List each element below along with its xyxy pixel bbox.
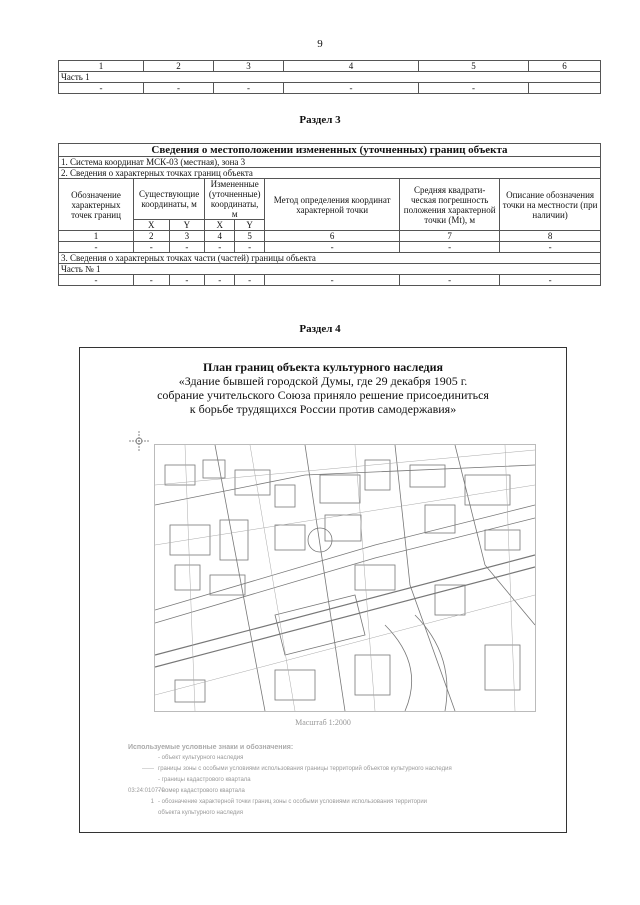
table-cell: - bbox=[419, 83, 529, 94]
plan-subtitle: собрание учительского Союза приняло решение присоединиться bbox=[157, 388, 489, 402]
table-cell: - bbox=[205, 275, 235, 286]
legend-title: Используемые условные знаки и обозначения: bbox=[128, 744, 294, 751]
table-cell: - bbox=[235, 242, 265, 253]
part-label: Часть 1 bbox=[59, 72, 601, 83]
table-cell: - bbox=[400, 242, 500, 253]
plan-subtitle: «Здание бывшей городской Думы, где 29 декабря 1905 г. bbox=[178, 374, 468, 388]
col-method: Метод определения координат характерной точки bbox=[265, 179, 400, 231]
legend-text: - границы кадастрового квартала bbox=[158, 777, 251, 783]
col-y: Y bbox=[235, 220, 265, 231]
table-cell: - bbox=[59, 83, 144, 94]
header-cell: 5 bbox=[419, 61, 529, 72]
part-label: Часть № 1 bbox=[59, 264, 601, 275]
col-number: 6 bbox=[265, 231, 400, 242]
col-x: X bbox=[134, 220, 170, 231]
table-cell: - bbox=[400, 275, 500, 286]
table-cell: - bbox=[169, 242, 205, 253]
col-number: 2 bbox=[134, 231, 170, 242]
legend-item bbox=[128, 797, 548, 808]
col-description: Описание обозначения точки на местности (при наличии) bbox=[500, 179, 601, 231]
legend-text: - номер кадастрового квартала bbox=[158, 788, 245, 794]
plan-title: План границ объекта культурного наследия bbox=[203, 360, 443, 374]
legend-symbol: ------ bbox=[142, 766, 154, 772]
col-number: 4 bbox=[205, 231, 235, 242]
map-scale: Масштаб 1:2000 bbox=[295, 718, 351, 727]
header-cell: 6 bbox=[529, 61, 601, 72]
points-heading: 2. Сведения о характерных точках границ объекта bbox=[59, 168, 601, 179]
col-number: 7 bbox=[400, 231, 500, 242]
table-cell: - bbox=[59, 275, 134, 286]
section-3-heading: Раздел 3 bbox=[299, 114, 341, 126]
legend-item bbox=[128, 764, 548, 775]
table-cell: - bbox=[265, 275, 400, 286]
table-cell: - bbox=[144, 83, 214, 94]
col-number: 1 bbox=[59, 231, 134, 242]
table-cell: - bbox=[500, 275, 601, 286]
legend-symbol: 1 bbox=[150, 799, 154, 805]
col-y: Y bbox=[169, 220, 205, 231]
table-cell: - bbox=[235, 275, 265, 286]
legend-text: границы зоны с особыми условиями использования границы территорий объектов культурного наследия bbox=[158, 766, 452, 772]
table-cell: - bbox=[134, 275, 170, 286]
table-cell: - bbox=[169, 275, 205, 286]
legend-symbol bbox=[128, 808, 158, 819]
legend bbox=[128, 742, 548, 819]
col-changed: Измененные (уточненные) координаты, м bbox=[205, 179, 265, 220]
header-cell: 2 bbox=[144, 61, 214, 72]
col-accuracy: Средняя квадрати-ческая погрешность положения характерной точки (Мt), м bbox=[400, 179, 500, 231]
legend-symbol bbox=[128, 775, 158, 786]
legend-item bbox=[128, 786, 548, 797]
plan-title-block bbox=[80, 360, 566, 416]
header-cell: 1 bbox=[59, 61, 144, 72]
header-cell: 3 bbox=[214, 61, 284, 72]
table-cell: - bbox=[265, 242, 400, 253]
table-cell: - bbox=[284, 83, 419, 94]
legend-text: объекта культурного наследия bbox=[158, 810, 244, 816]
part-points-heading: 3. Сведения о характерных точках части (частей) границы объекта bbox=[59, 253, 601, 264]
legend-text: - объект культурного наследия bbox=[158, 755, 244, 761]
col-existing: Существующие координаты, м bbox=[134, 179, 205, 220]
table-cell: - bbox=[134, 242, 170, 253]
legend-item bbox=[128, 753, 548, 764]
plan-subtitle: к борьбе трудящихся России против самодержавия» bbox=[189, 402, 457, 416]
legend-symbol bbox=[128, 753, 158, 764]
col-number: 5 bbox=[235, 231, 265, 242]
coordinates-table bbox=[58, 143, 601, 286]
col-number: 8 bbox=[500, 231, 601, 242]
col-x: X bbox=[205, 220, 235, 231]
page-number: 9 bbox=[317, 38, 323, 50]
coordinate-system: 1. Система координат МСК-03 (местная), зона 3 bbox=[59, 157, 601, 168]
section-4-heading: Раздел 4 bbox=[299, 323, 341, 335]
legend-text: - обозначение характерной точки границ зоны с особыми условиями использования территории bbox=[158, 799, 428, 805]
boundary-plan bbox=[79, 347, 567, 833]
legend-symbol: 03:24:010770 bbox=[128, 788, 165, 794]
table-cell: - bbox=[214, 83, 284, 94]
col-point: Обозначение характерных точек границ bbox=[59, 179, 134, 231]
table-cell: - bbox=[500, 242, 601, 253]
table-cell: - bbox=[59, 242, 134, 253]
top-table bbox=[58, 60, 601, 94]
col-number: 3 bbox=[169, 231, 205, 242]
legend-item bbox=[128, 808, 548, 819]
legend-item bbox=[128, 775, 548, 786]
header-cell: 4 bbox=[284, 61, 419, 72]
north-cross-icon bbox=[128, 430, 150, 452]
table-cell: - bbox=[205, 242, 235, 253]
coordinates-table-title: Сведения о местоположении измененных (уточненных) границ объекта bbox=[59, 144, 601, 157]
cadastral-map bbox=[154, 444, 536, 712]
table-cell bbox=[529, 83, 601, 94]
